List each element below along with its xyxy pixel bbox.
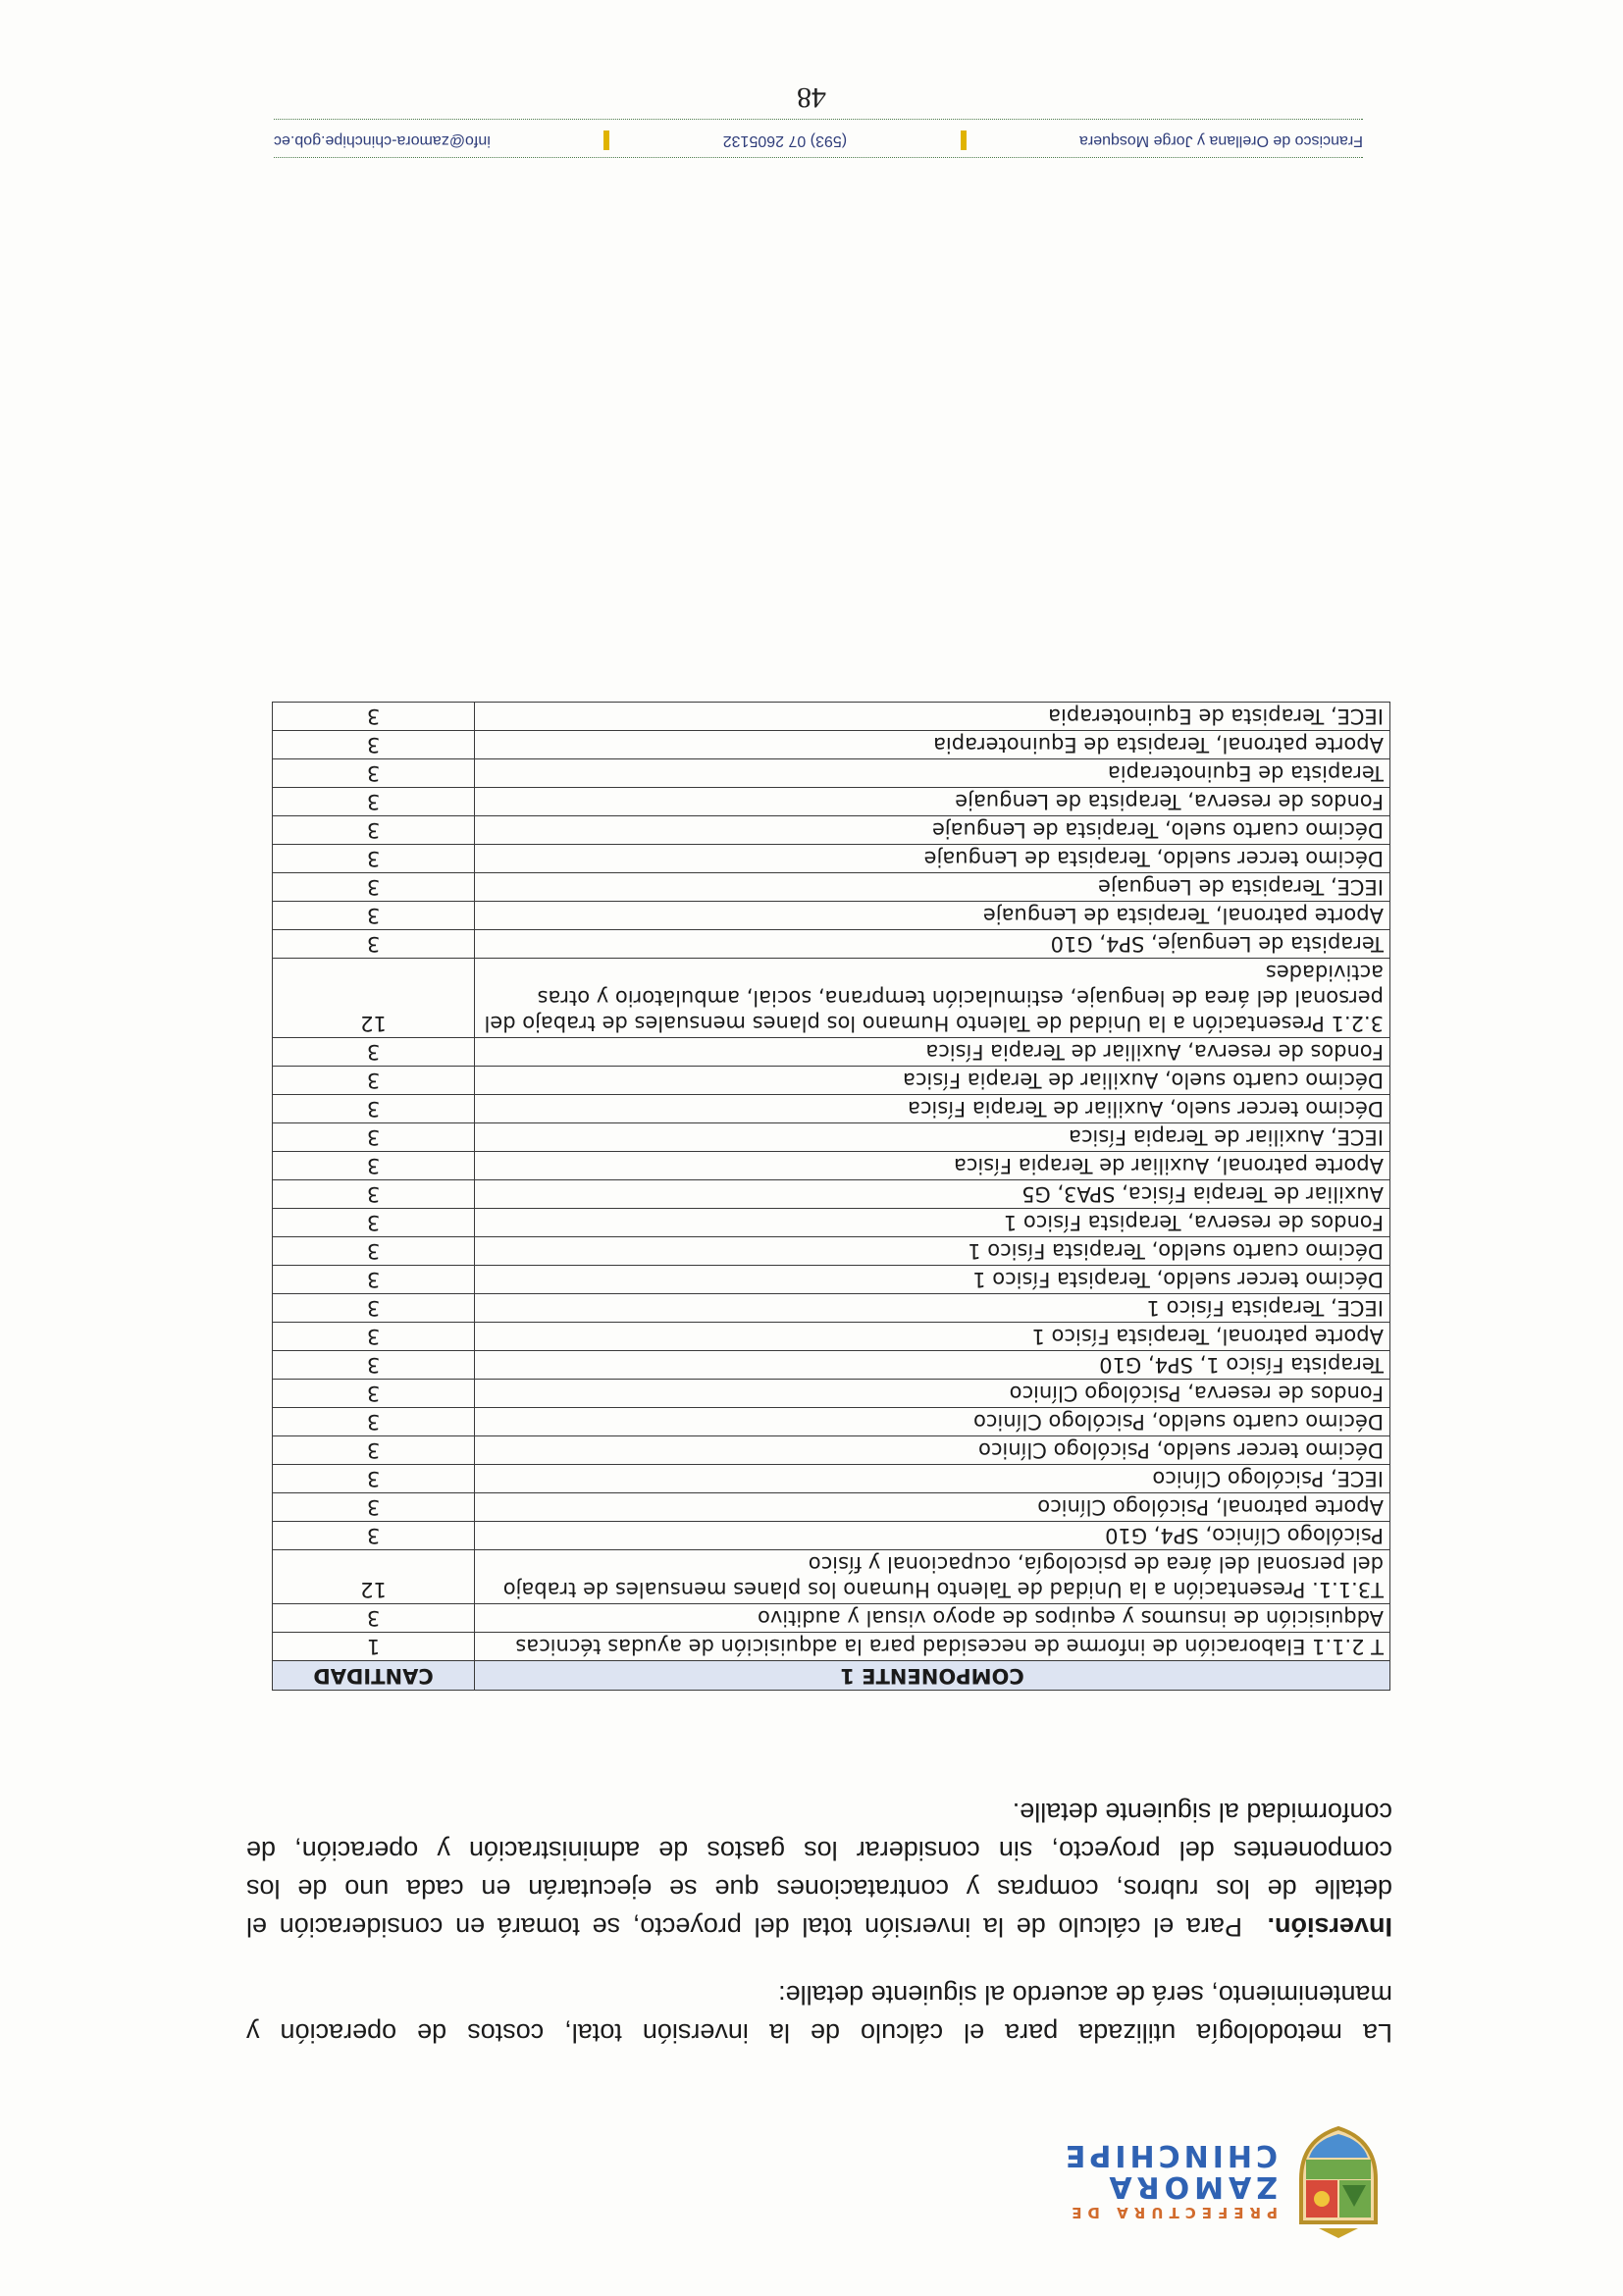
table-row	[273, 1604, 1390, 1633]
item-quantity: 3	[273, 788, 475, 816]
footer-email: info@zamora-chinchipe.gob.ec	[274, 132, 491, 149]
item-quantity: 3	[273, 845, 475, 873]
table-row	[273, 1266, 1390, 1294]
table-row	[273, 1493, 1390, 1522]
item-quantity: 3	[273, 1408, 475, 1436]
table-row	[273, 1465, 1390, 1493]
footer-address: Francisco de Orellana y Jorge Mosquera	[1078, 132, 1363, 149]
column-header-quantity: CANTIDAD	[273, 1661, 475, 1691]
item-quantity: 3	[273, 1436, 475, 1465]
item-quantity: 3	[273, 703, 475, 731]
table-row	[273, 1380, 1390, 1408]
item-description: 3.2.1 Presentación a la Unidad de Talento Humano los planes mensuales de trabajo del personal del área de lenguaje, estimulación temprana, social, ambulatorio y otras actividades	[475, 959, 1390, 1038]
item-quantity: 3	[273, 1323, 475, 1351]
item-quantity: 3	[273, 759, 475, 788]
item-quantity: 3	[273, 1465, 475, 1493]
table-row	[273, 1436, 1390, 1465]
table-row	[273, 1067, 1390, 1095]
item-description: T 2.1.1 Elaboración de informe de necesidad para la adquisición de ayudas técnicas	[475, 1633, 1390, 1661]
component-table	[272, 702, 1390, 1691]
item-description: Psicólogo Clínico, SP4, G10	[475, 1522, 1390, 1550]
table-row	[273, 1323, 1390, 1351]
item-description: Fondos de reserva, Terapista Físico 1	[475, 1209, 1390, 1237]
item-description: Décimo cuarto sueldo, Terapista Físico 1	[475, 1237, 1390, 1266]
investment-paragraph	[246, 1793, 1392, 1946]
coat-of-arms-icon	[1289, 2124, 1387, 2242]
item-description: Décimo tercer suelo, Auxiliar de Terapia Física	[475, 1095, 1390, 1123]
item-description: Aporte patronal, Psicólogo Clínico	[475, 1493, 1390, 1522]
table-header-row	[273, 1661, 1390, 1691]
table-row	[273, 1351, 1390, 1380]
item-quantity: 3	[273, 1237, 475, 1266]
item-description: IECE, Terapista de Lenguaje	[475, 873, 1390, 902]
table-row	[273, 1633, 1390, 1661]
brand-top: PREFECTURA DE	[1066, 2204, 1278, 2221]
item-quantity: 3	[273, 1038, 475, 1067]
item-quantity: 3	[273, 1522, 475, 1550]
item-description: Adquisición de insumos y equipos de apoyo visual y auditivo	[475, 1604, 1390, 1633]
table-row	[273, 1522, 1390, 1550]
table-row	[273, 873, 1390, 902]
table-row	[273, 845, 1390, 873]
table-row	[273, 1038, 1390, 1067]
item-quantity: 3	[273, 1351, 475, 1380]
item-description: Décimo cuarto sueldo, Psicólogo Clínico	[475, 1408, 1390, 1436]
item-quantity: 3	[273, 1266, 475, 1294]
table-row	[273, 1123, 1390, 1152]
item-description: Terapista Físico 1, SP4, G10	[475, 1351, 1390, 1380]
table-row	[273, 1152, 1390, 1180]
item-description: Aporte patronal, Auxiliar de Terapia Física	[475, 1152, 1390, 1180]
footer-separator	[961, 130, 967, 150]
table-row	[273, 1209, 1390, 1237]
table-row	[273, 930, 1390, 959]
item-quantity: 3	[273, 1123, 475, 1152]
item-quantity: 3	[273, 1493, 475, 1522]
item-description: Décimo tercer sueldo, Terapista Físico 1	[475, 1266, 1390, 1294]
item-quantity: 12	[273, 1550, 475, 1604]
item-quantity: 3	[273, 1095, 475, 1123]
intro-paragraph: La metodología utilizada para el cálculo de la inversión total, costos de operación y mantenimiento, será de acuerdo al siguiente detalle:	[246, 1980, 1392, 2048]
item-quantity: 3	[273, 1067, 475, 1095]
table-row	[273, 816, 1390, 845]
table-row	[273, 1550, 1390, 1604]
table-row	[273, 759, 1390, 788]
item-quantity: 3	[273, 873, 475, 902]
item-description: Auxiliar de Terapia Física, SPA3, G5	[475, 1180, 1390, 1209]
table-row	[273, 788, 1390, 816]
item-description: Décimo tercer sueldo, Psicólogo Clínico	[475, 1436, 1390, 1465]
item-quantity: 3	[273, 816, 475, 845]
footer-divider	[274, 157, 1363, 158]
item-description: Aporte patronal, Terapista Físico 1	[475, 1323, 1390, 1351]
item-quantity: 3	[273, 1604, 475, 1633]
item-description: Décimo tercer sueldo, Terapista de Lenguaje	[475, 845, 1390, 873]
page-number: 48	[797, 81, 826, 114]
item-description: Terapista de Lenguaje, SP4, G10	[475, 930, 1390, 959]
footer-divider	[274, 119, 1363, 120]
item-description: Aporte patronal, Terapista de Lenguaje	[475, 902, 1390, 930]
item-quantity: 3	[273, 1294, 475, 1323]
item-quantity: 3	[273, 1180, 475, 1209]
item-description: Décimo cuarto suelo, Auxiliar de Terapia Física	[475, 1067, 1390, 1095]
footer-separator	[603, 130, 609, 150]
table-row	[273, 902, 1390, 930]
item-description: IECE, Psicólogo Clínico	[475, 1465, 1390, 1493]
item-quantity: 12	[273, 959, 475, 1038]
item-quantity: 3	[273, 1209, 475, 1237]
table-row	[273, 1095, 1390, 1123]
item-quantity: 1	[273, 1633, 475, 1661]
investment-label: Inversión.	[1267, 1912, 1392, 1942]
item-quantity: 3	[273, 1152, 475, 1180]
table-row	[273, 959, 1390, 1038]
item-description: IECE, Terapista Físico 1	[475, 1294, 1390, 1323]
prefectura-logo-text	[1062, 2140, 1278, 2219]
item-description: Décimo cuarto suelo, Terapista de Lenguaje	[475, 816, 1390, 845]
table-row	[273, 1294, 1390, 1323]
item-description: T3.1.1. Presentación a la Unidad de Talento Humano los planes mensuales de trabajo del personal del área de psicología, ocupacional y físico	[475, 1550, 1390, 1604]
item-quantity: 3	[273, 902, 475, 930]
brand-mid: ZAMORA	[1104, 2169, 1278, 2204]
item-description: Fondos de reserva, Auxiliar de Terapia Física	[475, 1038, 1390, 1067]
item-quantity: 3	[273, 731, 475, 759]
table-row	[273, 1180, 1390, 1209]
table-row	[273, 1408, 1390, 1436]
footer-phone: (593) 07 2605132	[722, 132, 848, 149]
item-description: Fondos de reserva, Psicólogo Clínico	[475, 1380, 1390, 1408]
table-row	[273, 1237, 1390, 1266]
table-row	[273, 703, 1390, 731]
investment-text: Para el cálculo de la inversión total del proyecto, se tomará en consideración el detalle de los rubros, compras y contrataciones que se ejecutarán en cada uno de los componentes del proyecto, sin considerar los gastos de administración y operación, de conformidad al siguiente detalle.	[246, 1798, 1392, 1942]
item-quantity: 3	[273, 930, 475, 959]
table-row	[273, 731, 1390, 759]
item-description: Aporte patronal, Terapista de Equinoterapia	[475, 731, 1390, 759]
brand-bottom: CHINCHIPE	[1061, 2138, 1278, 2172]
item-description: IECE, Terapista de Equinoterapia	[475, 703, 1390, 731]
item-description: Terapista de Equinoterapia	[475, 759, 1390, 788]
item-description: IECE, Auxiliar de Terapia Física	[475, 1123, 1390, 1152]
footer	[274, 130, 1363, 150]
item-quantity: 3	[273, 1380, 475, 1408]
item-description: Fondos de reserva, Terapista de Lenguaje	[475, 788, 1390, 816]
column-header-component: COMPONENTE 1	[475, 1661, 1390, 1691]
